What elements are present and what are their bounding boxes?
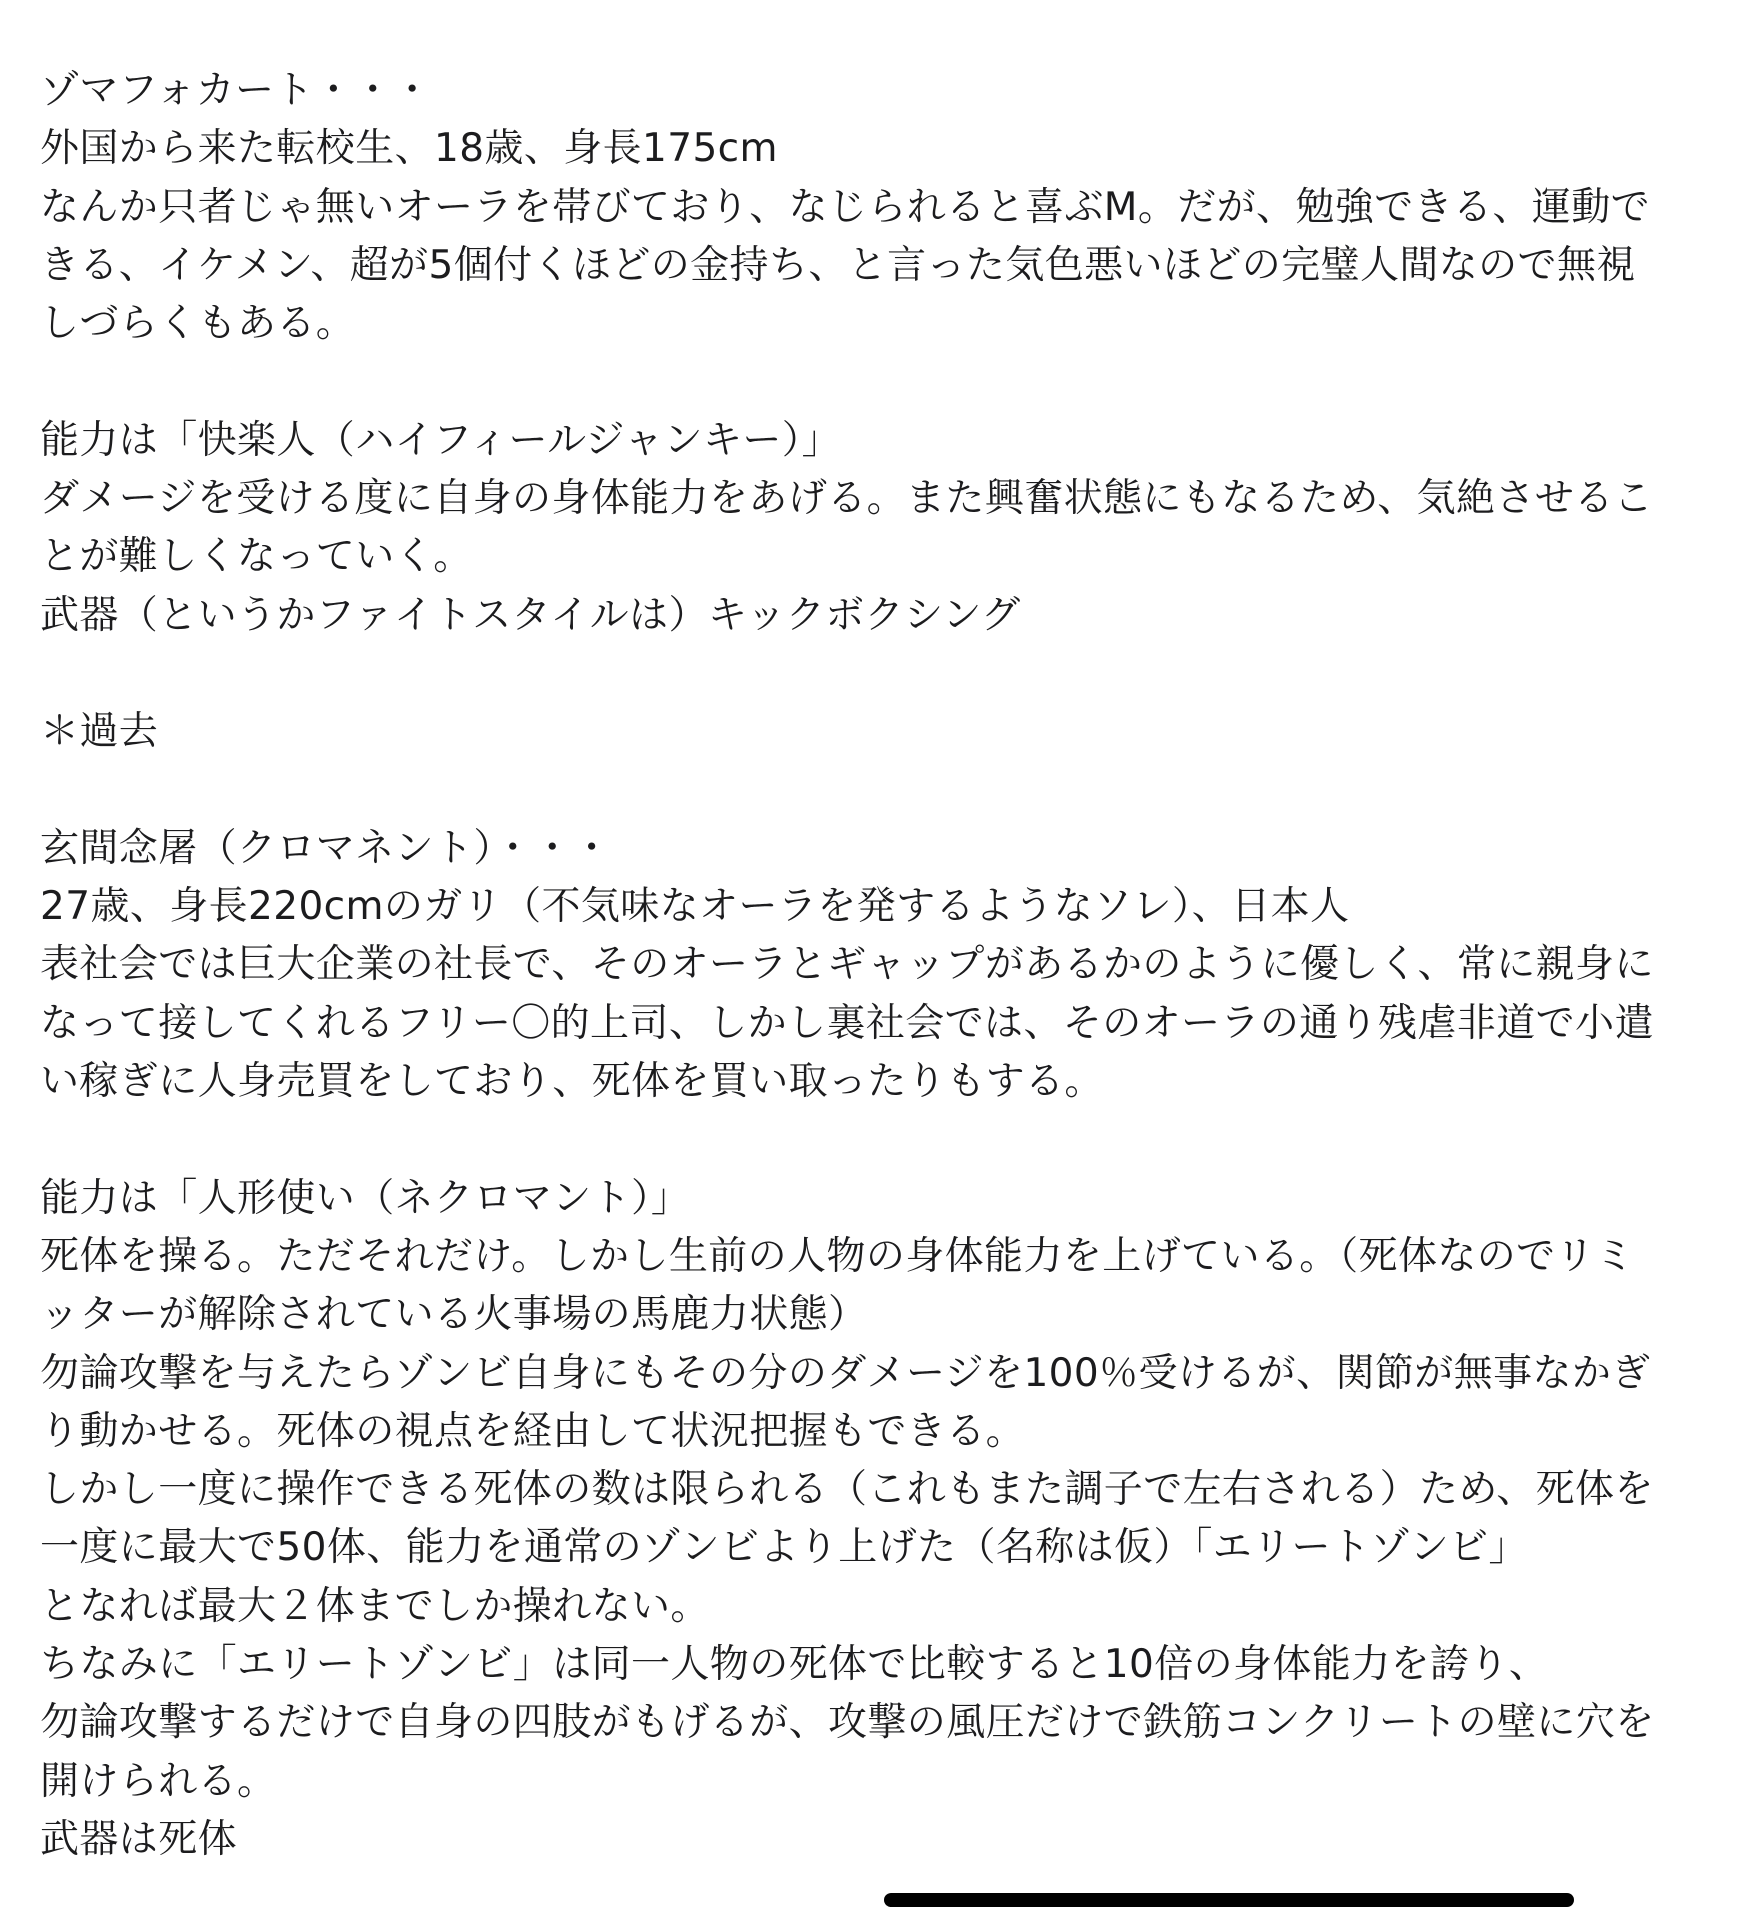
text-line: なって接してくれるフリー〇的上司、しかし裏社会では、そのオーラの通り残虐非道で小遣	[40, 1000, 1654, 1046]
blank-line	[40, 762, 1660, 820]
text-line: い稼ぎに人身売買をしており、死体を買い取ったりもする。	[40, 1059, 1104, 1105]
text-line: 武器（というかファイトスタイルは）キックボクシング	[40, 592, 1021, 638]
text-line: 死体を操る。ただそれだけ。しかし生前の人物の身体能力を上げている。（死体なのでリミ	[40, 1233, 1635, 1279]
text-line: 能力は「人形使い（ネクロマント）」	[40, 1175, 691, 1221]
text-line: 玄間念屠（クロマネント）・・・	[40, 825, 612, 871]
text-line: ＊過去	[40, 709, 159, 755]
text-line: 勿論攻撃を与えたらゾンビ自身にもその分のダメージを100％受けるが、関節が無事なかぎ	[40, 1350, 1651, 1396]
text-line: ちなみに「エリートゾンビ」は同一人物の死体で比較すると10倍の身体能力を誇り、	[40, 1642, 1549, 1688]
blank-line	[40, 1111, 1660, 1169]
text-line: 勿論攻撃するだけで自身の四肢がもげるが、攻撃の風圧だけで鉄筋コンクリートの壁に穴を	[40, 1700, 1655, 1746]
text-line: 27歳、身長220cmのガリ（不気味なオーラを発するようなソレ）、日本人	[40, 884, 1350, 930]
text-line: なんか只者じゃ無いオーラを帯びており、なじられると喜ぶM。だが、勉強できる、運動で	[40, 184, 1651, 230]
text-line: 一度に最大で50体、能力を通常のゾンビより上げた（名称は仮）「エリートゾンビ」	[40, 1525, 1528, 1571]
text-line: 表社会では巨大企業の社長で、そのオーラとギャップがあるかのように優しく、常に親身に	[40, 942, 1654, 988]
text-line: ゾマフォカート・・・	[40, 68, 433, 113]
text-line: しづらくもある。	[40, 301, 356, 347]
text-line: 能力は「快楽人（ハイフィールジャンキー）」	[40, 417, 842, 463]
text-line: とが難しくなっていく。	[40, 534, 473, 580]
text-line: となれば最大２体までしか操れない。	[40, 1583, 710, 1629]
text-line: ッターが解除されている火事場の馬鹿力状態）	[40, 1292, 868, 1338]
text-line: 武器は死体	[40, 1816, 238, 1862]
text-line: 開けられる。	[40, 1758, 277, 1804]
text-line: しかし一度に操作できる死体の数は限られる（これもまた調子で左右される）ため、死体を	[40, 1467, 1654, 1513]
text-line: 外国から来た転校生、18歳、身長175cm	[40, 126, 778, 172]
blank-line	[40, 645, 1660, 703]
text-line: きる、イケメン、超が5個付くほどの金持ち、と言った気色悪いほどの完璧人間なので無視	[40, 242, 1636, 288]
blank-line	[40, 353, 1660, 411]
home-indicator-bar[interactable]	[884, 1893, 1574, 1907]
note-body[interactable]	[40, 62, 1660, 1869]
text-line: り動かせる。死体の視点を経由して状況把握もできる。	[40, 1408, 1026, 1454]
text-line: ダメージを受ける度に自身の身体能力をあげる。また興奮状態にもなるため、気絶させるこ	[40, 476, 1654, 522]
